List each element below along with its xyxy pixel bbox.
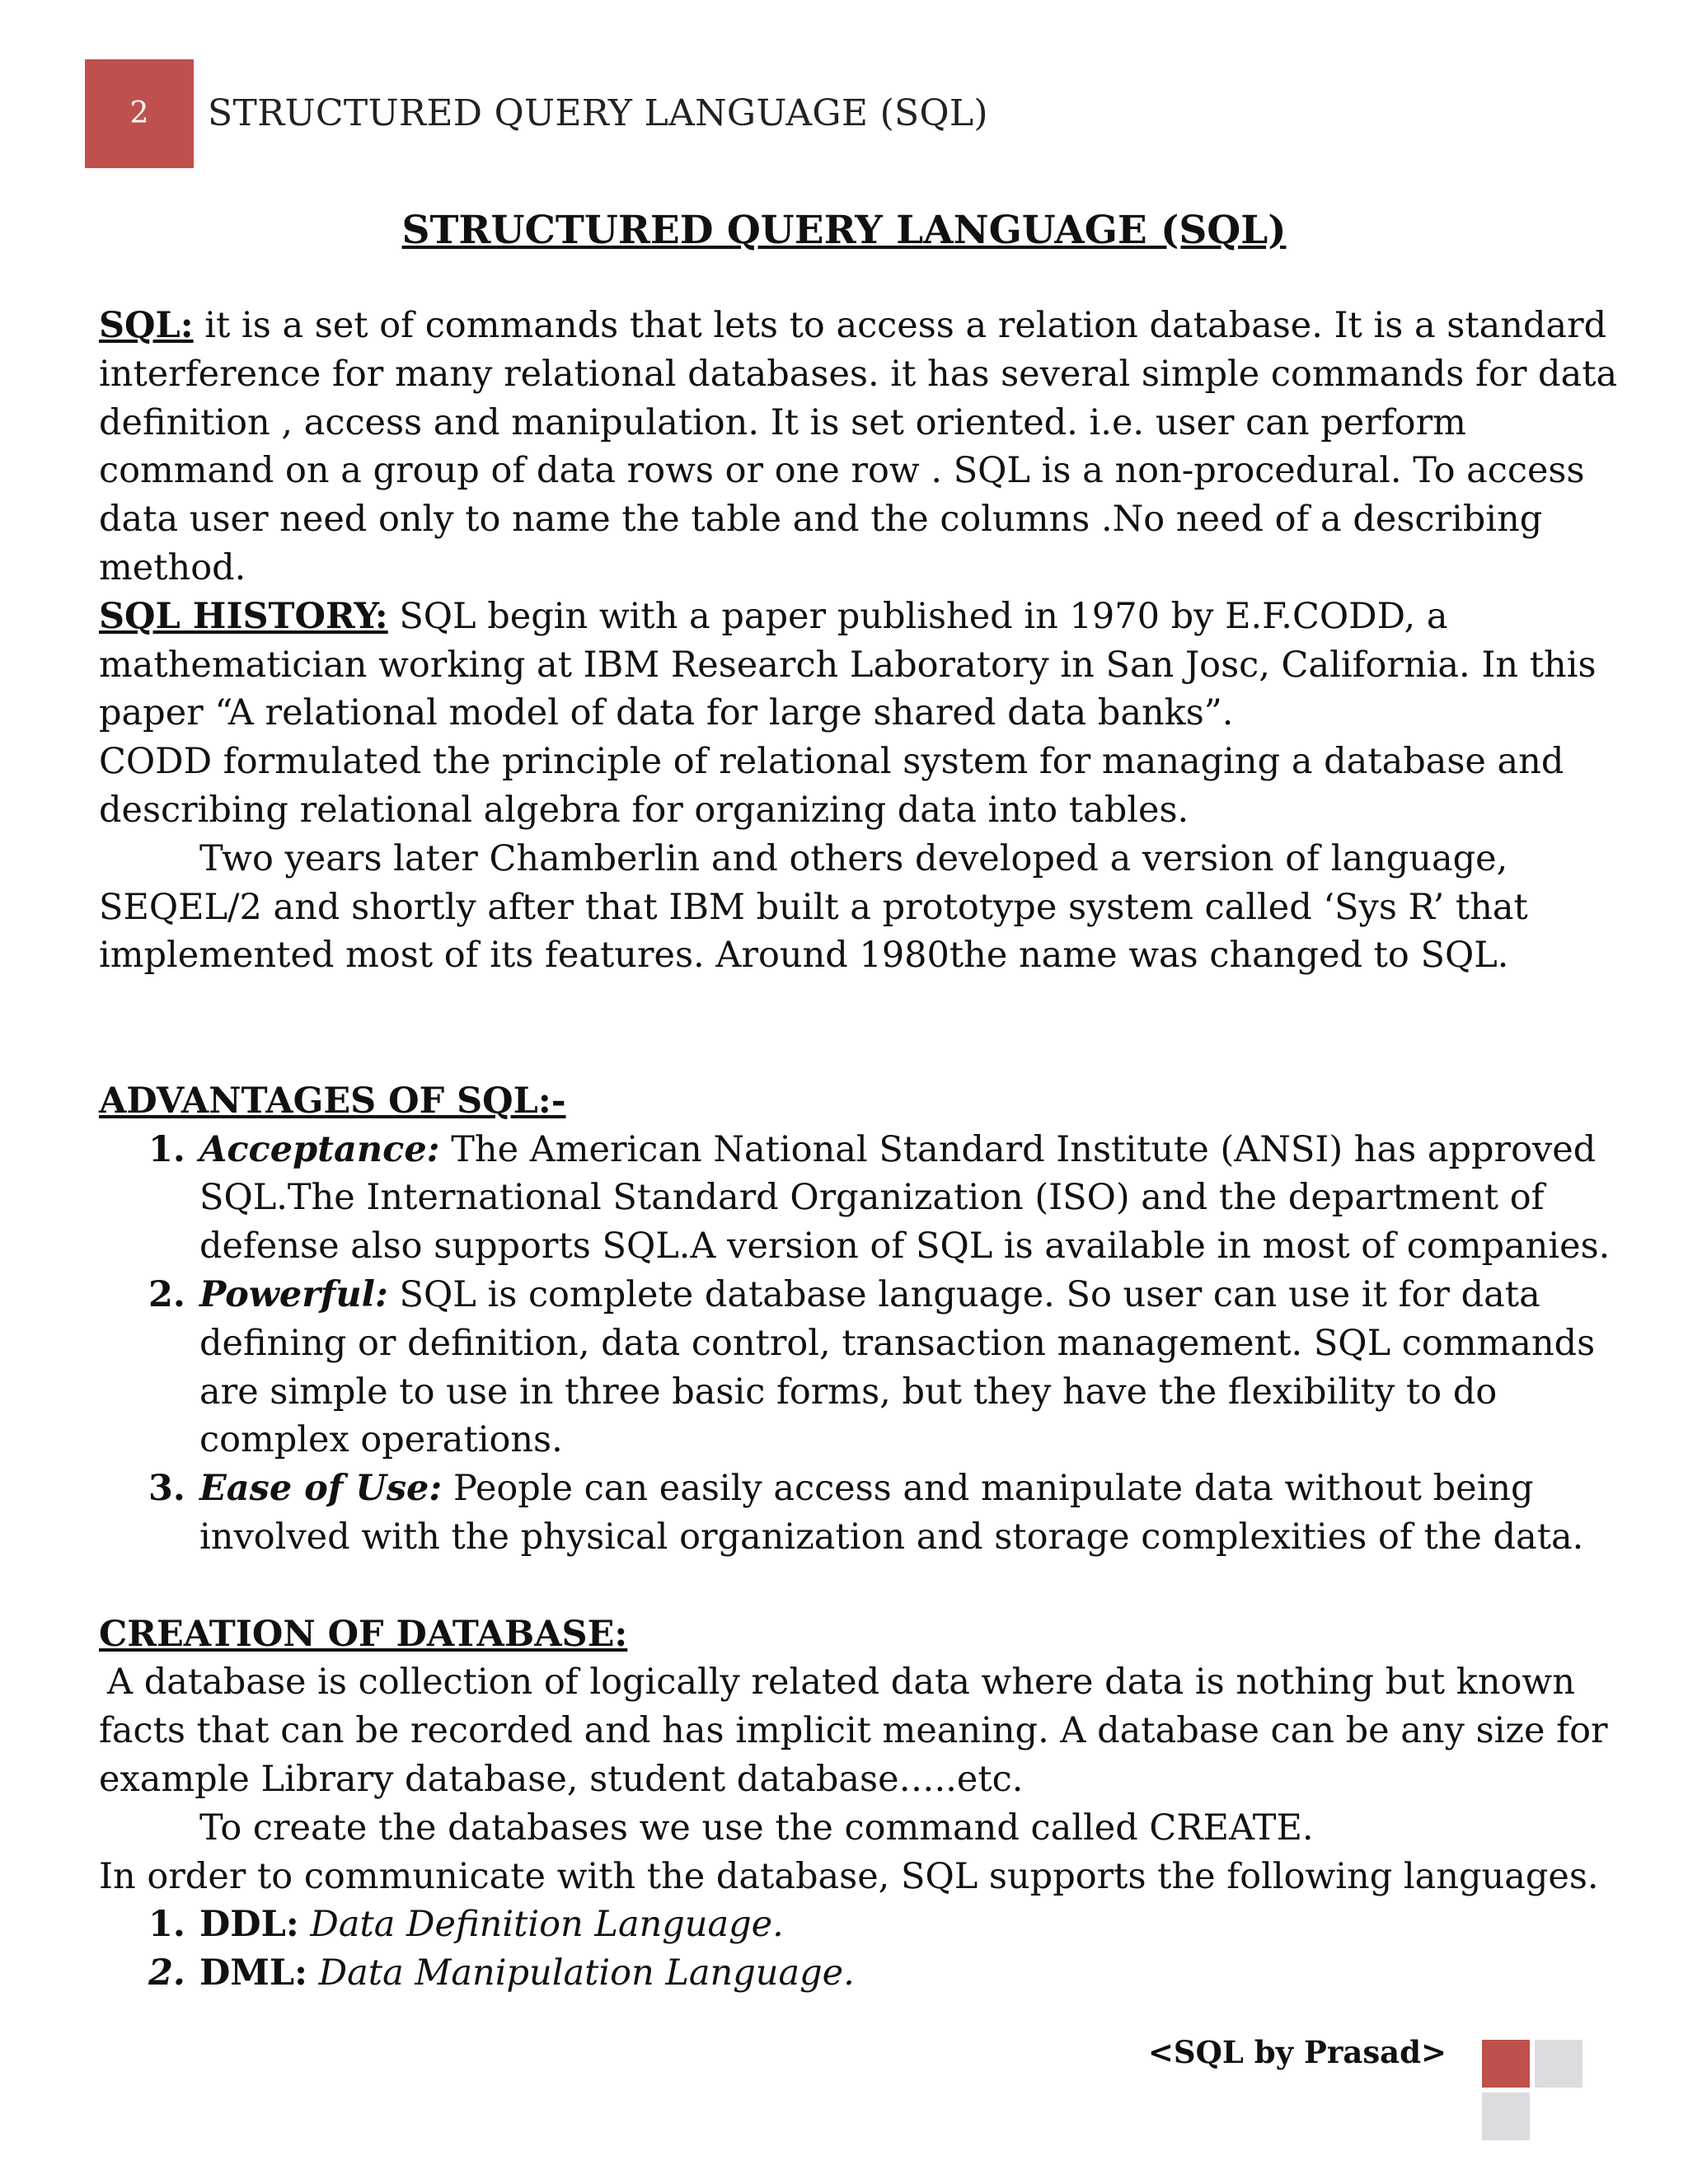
languages-list — [99, 1900, 1624, 1998]
footer-text: <SQL by Prasad> — [1147, 2034, 1447, 2070]
paragraph-line: are simple to use in three basic forms, but they have the flexibility to do — [199, 1371, 1498, 1413]
paragraph-line: example Library database, student database…..etc. — [99, 1758, 1024, 1800]
paragraph-line: To create the databases we use the command called CREATE. — [199, 1807, 1314, 1849]
paragraph-line: definition , access and manipulation. It is set oriented. i.e. user can perform — [99, 401, 1466, 443]
paragraph-line: SQL is complete database language. So user can use it for data — [399, 1273, 1540, 1315]
list-item — [99, 1465, 1624, 1562]
advantages-heading: ADVANTAGES OF SQL:- — [99, 1080, 566, 1122]
paragraph-line: interference for many relational databases. it has several simple commands for data — [99, 353, 1618, 395]
paragraph-line: CODD formulated the principle of relational system for managing a database and — [99, 741, 1564, 783]
paragraph-line: The American National Standard Institute (ANSI) has approved — [451, 1128, 1597, 1170]
sql-definition-section — [99, 302, 1624, 593]
paragraph-line: describing relational algebra for organizing data into tables. — [99, 789, 1189, 831]
paragraph-line: SQL begin with a paper published in 1970 by E.F.CODD, a — [399, 595, 1448, 637]
paragraph-line: defense also supports SQL.A version of SQL is available in most of companies. — [199, 1226, 1611, 1268]
list-number: 1. — [148, 1128, 185, 1170]
sql-label: SQL: — [99, 305, 194, 346]
list-number: 3. — [148, 1468, 185, 1510]
footer-decor-square — [1535, 2040, 1582, 2088]
paragraph-line: defining or definition, data control, transaction management. SQL commands — [199, 1322, 1596, 1364]
advantages-list — [99, 1126, 1624, 1562]
advantages-section — [99, 1077, 1624, 1562]
paragraph-line: SEQEL/2 and shortly after that IBM built a prototype system called ‘Sys R’ that — [99, 886, 1528, 928]
document-body — [99, 302, 1624, 1998]
language-abbr: DML: — [199, 1952, 307, 1994]
advantage-term: Acceptance: — [199, 1128, 440, 1170]
paragraph-line: facts that can be recorded and has implicit meaning. A database can be any size for — [99, 1710, 1608, 1752]
advantage-term: Ease of Use: — [199, 1468, 443, 1510]
creation-section — [99, 1610, 1624, 1998]
sql-history-label: SQL HISTORY: — [99, 595, 388, 637]
footer-decor-square — [1482, 2040, 1530, 2088]
language-desc: Data Manipulation Language. — [318, 1952, 855, 1994]
list-item — [99, 1271, 1624, 1465]
paragraph-line: it is a set of commands that lets to access a relation database. It is a standard — [204, 305, 1607, 346]
advantage-term: Powerful: — [199, 1273, 388, 1315]
page-number-badge: 2 — [85, 59, 194, 168]
creation-heading: CREATION OF DATABASE: — [99, 1613, 628, 1655]
list-number: 2. — [148, 1273, 185, 1315]
language-desc: Data Definition Language. — [310, 1904, 784, 1946]
paragraph-line: Two years later Chamberlin and others developed a version of language, — [199, 837, 1508, 879]
list-item — [99, 1949, 1624, 1998]
footer-decor-square — [1482, 2093, 1530, 2140]
sql-history-section — [99, 593, 1624, 980]
paragraph-line: SQL.The International Standard Organization (ISO) and the department of — [199, 1177, 1545, 1219]
list-item — [99, 1900, 1624, 1949]
page-title: STRUCTURED QUERY LANGUAGE (SQL) — [401, 208, 1287, 253]
paragraph-line: People can easily access and manipulate data without being — [452, 1468, 1534, 1510]
list-number: 1. — [148, 1904, 185, 1946]
paragraph-line: In order to communicate with the database, SQL supports the following languages. — [99, 1855, 1599, 1897]
paragraph-line: A database is collection of logically related data where data is nothing but known — [107, 1661, 1575, 1704]
paragraph-line: mathematician working at IBM Research Laboratory in San Josc, California. In this — [99, 644, 1597, 686]
running-header-title: STRUCTURED QUERY LANGUAGE (SQL) — [208, 92, 988, 134]
language-abbr: DDL: — [199, 1904, 299, 1946]
list-item — [99, 1126, 1624, 1271]
paragraph-line: command on a group of data rows or one row . SQL is a non-procedural. To access — [99, 450, 1585, 492]
paragraph-line: paper “A relational model of data for large shared data banks”. — [99, 692, 1234, 734]
paragraph-line: complex operations. — [199, 1419, 563, 1461]
list-number: 2. — [148, 1952, 185, 1994]
paragraph-line: involved with the physical organization and storage complexities of the data. — [199, 1516, 1584, 1558]
paragraph-line: method. — [99, 546, 246, 588]
paragraph-line: implemented most of its features. Around 1980the name was changed to SQL. — [99, 935, 1509, 977]
paragraph-line: data user need only to name the table and the columns .No need of a describing — [99, 499, 1543, 541]
